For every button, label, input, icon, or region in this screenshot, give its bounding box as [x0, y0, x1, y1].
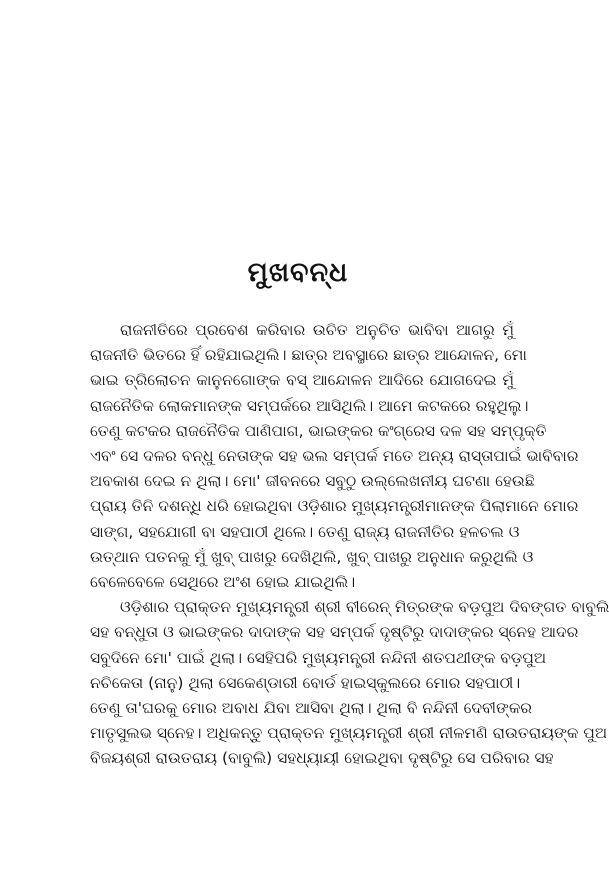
text-line: ନଚିକେତା (ନାନୁ) ଥିଲା ସେକେଣ୍ଡାରୀ ବୋର୍ଡ ହାଇସ୍କୁଲରେ ମୋର ସହପାଠୀ।	[90, 673, 521, 692]
preface-body	[90, 318, 609, 772]
paragraph-1	[90, 318, 579, 595]
text-line: ଭାଇ ତ୍ରିଲୋଚନ କାନୁନଗୋଙ୍କ ବସ୍ ଆନ୍ଦୋଳନ ଆଦିରେ ଯୋଗଦେଇ ମୁଁ	[90, 371, 514, 390]
page-title: ମୁଖବନ୍ଧ	[247, 257, 349, 288]
text-line: ଏବଂ ସେ ଦଳର ବନ୍ଧୁ ନେତାଙ୍କ ସହ ଭଲ ସମ୍ପର୍କ ମତେ ଅନ୍ୟ ରାସ୍ତାପାଇଁ ଭାବିବାର	[90, 447, 579, 466]
text-line: ସବୁଦିନେ ମୋ' ପାଇଁ ଥିଲା। ସେହିପରି ମୁଖ୍ୟମନ୍ତ୍ରୀ ନନ୍ଦିନୀ ଶତପଥୀଙ୍କ ବଡ଼ପୁଅ	[90, 648, 547, 667]
text-line: ସାଙ୍ଗ, ସହଯୋଗୀ ବା ସହପାଠୀ ଥିଲେ। ତେଣୁ ରାଜ୍ୟ ରାଜନୀତିର ହଳଚଲ ଓ	[90, 522, 520, 541]
text-line: ପ୍ରାୟ ତିନି ଦଶନ୍ଧି ଧରି ହୋଇଥିବା ଓଡ଼ିଶାର ମୁଖ୍ୟମନ୍ତ୍ରୀମାନଙ୍କ ପିଲାମାନେ ମୋର	[90, 497, 579, 516]
paragraph-2	[90, 595, 609, 771]
text-line: ରାଜନୀତି ଭିତରେ ହିଁ ରହିଯାଇଥିଲି। ଛାତ୍ର ଅବସ୍ଥାରେ ଛାତ୍ର ଆନ୍ଦୋଳନ, ମୋ	[90, 346, 527, 365]
text-line: ମାତୃସୁଲଭ ସ୍ନେହ। ଅଧିକନ୍ତୁ ପ୍ରାକ୍ତନ ମୁଖ୍ୟମନ୍ତ୍ରୀ ଶ୍ରୀ ନୀଳମଣି ରାଉତରାୟଙ୍କ ପୁଅ	[90, 724, 608, 743]
text-line: ବେଳେବେଳେ ସେଥିରେ ଅଂଶ ହୋଇ ଯାଇଥିଲି।	[90, 573, 356, 592]
text-line: ରାଜନୈତିକ ଲୋକମାନଙ୍କ ସମ୍ପର୍କରେ ଆସିଥିଲି। ଆମେ କଟକରେ ରହୁଥିଲୁ।	[90, 396, 529, 415]
text-line: ତେଣୁ କଟକର ରାଜନୈତିକ ପାଣିପାଗ, ଭାଇଙ୍କର କଂଗ୍ରେସ ଦଳ ସହ ସମ୍ପୃକ୍ତି	[90, 421, 547, 440]
text-line: ରାଜନୀତିରେ ପ୍ରବେଶ କରିବାର ଉଚିତ ଅନୁଚିତ ଭାବିବା ଆଗରୁ ମୁଁ	[120, 321, 514, 339]
text-line: ଉତ୍‌ଥାନ ପତନକୁ ମୁଁ ଖୁବ୍ ପାଖରୁ ଦେଖିଥିଲି, ଖୁବ୍ ପାଖରୁ ଅନୁଧାନ କରୁଥିଲି ଓ	[90, 547, 534, 566]
text-line: ତେଣୁ ତା'ଘରକୁ ମୋର ଅବାଧ ଯିବା ଆସିବା ଥିଲା। ଥିଲା ବି ନନ୍ଦିନୀ ଦେବୀଙ୍କର	[90, 699, 533, 718]
text-line: ବିଜୟଶ୍ରୀ ରାଉତରାୟ (ବାବୁଲି) ସହଧ୍ୟାୟୀ ହୋଇଥିବା ଦୃଷ୍ଟିରୁ ସେ ପରିବାର ସହ	[90, 749, 554, 768]
text-line: ଅବକାଶ ଦେଇ ନ ଥିଲା। ମୋ' ଜୀବନରେ ସବୁଠୁ ଉଲ୍ଲେଖନୀୟ ଘଟଣା ହେଉଛି	[90, 472, 535, 491]
text-line: ଓଡ଼ିଶାର ପ୍ରାକ୍ତନ ମୁଖ୍ୟମନ୍ତ୍ରୀ ଶ୍ରୀ ବୀରେନ୍ ମିତ୍ରଙ୍କ ବଡ଼ପୁଅ ଦିବଙ୍ଗତ ବାବୁଲି	[120, 598, 609, 617]
text-line: ସହ ବନ୍ଧୁତା ଓ ଭାଇଙ୍କର ଦାଦାଙ୍କ ସହ ସମ୍ପର୍କ ଦୃଷ୍ଟିରୁ ଦାଦାଙ୍କର ସ୍ନେହ ଆଦର	[90, 623, 579, 642]
